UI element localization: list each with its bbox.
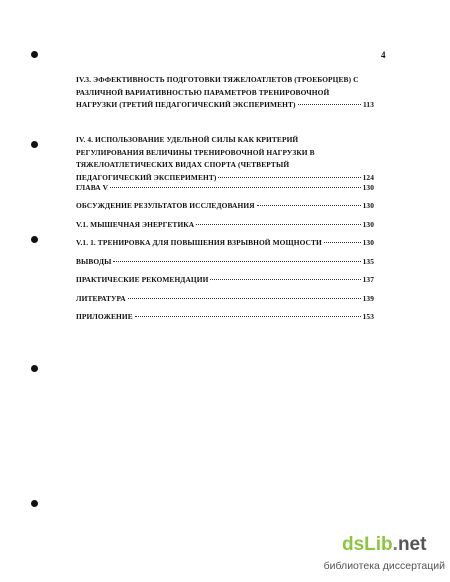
toc-page-number: 135 <box>362 257 374 266</box>
watermark-caption: библиотека диссертаций <box>323 560 445 572</box>
watermark-logo: dsLib.net <box>342 534 427 555</box>
toc-page-number: 139 <box>362 294 374 303</box>
toc-entry-last-line <box>76 182 374 195</box>
toc-entry-title: ОБСУЖДЕНИЕ РЕЗУЛЬТАТОВ ИССЛЕДОВАНИЯ <box>76 201 255 210</box>
toc-entry-last-line <box>76 274 374 287</box>
toc-entry-line: РАЗЛИЧНОЙ ВАРИАТИВНОСТЬЮ ПАРАМЕТРОВ ТРЕНИРОВОЧНОЙ <box>76 87 330 97</box>
toc-leader-dots <box>210 279 360 280</box>
toc-entry-title: ГЛАВА V <box>76 183 109 192</box>
binder-hole <box>31 500 38 507</box>
toc-page-number: 124 <box>362 172 374 182</box>
toc-entry <box>76 256 374 269</box>
toc-leader-dots <box>110 187 360 188</box>
toc-page-number: 130 <box>362 183 374 192</box>
toc-leader-dots <box>298 104 361 105</box>
toc-entry-title: V.1. МЫШЕЧНАЯ ЭНЕРГЕТИКА <box>76 220 195 229</box>
toc-entry-line: IV.3. ЭФФЕКТИВНОСТЬ ПОДГОТОВКИ ТЯЖЕЛОАТЛЕТОВ (ТРОЕБОРЦЕВ) С <box>76 75 359 84</box>
toc-leader-dots <box>324 242 361 243</box>
toc-leader-dots <box>196 224 360 225</box>
toc-entry <box>76 134 374 184</box>
toc-entry-title: ПРАКТИЧЕСКИЕ РЕКОМЕНДАЦИИ <box>76 275 209 284</box>
toc-entry-last-line <box>76 219 374 232</box>
toc-page-number: 130 <box>362 238 374 247</box>
toc-entry <box>76 74 374 112</box>
toc-entry <box>76 274 374 287</box>
toc-page-number: 130 <box>362 220 374 229</box>
toc-entry <box>76 311 374 324</box>
toc-leader-dots <box>135 316 361 317</box>
toc-entry <box>76 200 374 213</box>
binder-hole <box>31 51 38 58</box>
binder-hole <box>31 236 38 243</box>
toc-page-number: 113 <box>363 100 374 109</box>
toc-page-number: 130 <box>362 201 374 210</box>
toc-entry-last-line <box>76 256 374 269</box>
toc-entry-title: ПЕДАГОГИЧЕСКИЙ ЭКСПЕРИМЕНТ) <box>76 172 217 182</box>
toc-entry <box>76 219 374 232</box>
toc-page-number: 137 <box>362 275 374 284</box>
toc-entry <box>76 237 374 250</box>
toc-entry-last-line <box>76 200 374 213</box>
toc-entry-title: ПРИЛОЖЕНИЕ <box>76 312 133 321</box>
watermark <box>300 532 445 576</box>
toc-page-number: 153 <box>362 312 374 321</box>
toc-entry-title: V.1. 1. ТРЕНИРОВКА ДЛЯ ПОВЫШЕНИЯ ВЗРЫВНОЙ МОЩНОСТИ <box>76 238 322 247</box>
page-number: 4 <box>381 50 386 60</box>
toc-entry <box>76 293 374 306</box>
toc-entry-last-line <box>76 237 374 250</box>
toc-leader-dots <box>113 261 360 262</box>
toc-entry-title: ЛИТЕРАТУРА <box>76 294 126 303</box>
toc-entry-line: ТЯЖЕЛОАТЛЕТИЧЕСКИХ ВИДАХ СПОРТА (ЧЕТВЕРТЫЙ <box>76 160 290 169</box>
toc-entry-last-line <box>76 293 374 306</box>
toc-entry-title: ВЫВОДЫ <box>76 257 112 266</box>
toc-leader-dots <box>257 205 361 206</box>
toc-leader-dots <box>128 298 361 299</box>
toc-entry-line: IV. 4. ИСПОЛЬЗОВАНИЕ УДЕЛЬНОЙ СИЛЫ КАК КРИТЕРИЙ <box>76 135 299 144</box>
watermark-brand: dsLib <box>342 534 393 555</box>
binder-hole <box>31 365 38 372</box>
toc-leader-dots <box>218 177 360 178</box>
toc-entry-last-line <box>76 99 374 112</box>
toc-entry-last-line <box>76 311 374 324</box>
binder-hole <box>31 141 38 148</box>
watermark-tld: net <box>397 534 427 555</box>
toc-entry <box>76 182 374 195</box>
toc-entry-title: НАГРУЗКИ (ТРЕТИЙ ПЕДАГОГИЧЕСКИЙ ЭКСПЕРИМЕНТ) <box>76 100 296 109</box>
toc-entry-line: РЕГУЛИРОВАНИЯ ВЕЛИЧИНЫ ТРЕНИРОВОЧНОЙ НАГРУЗКИ В <box>76 147 315 157</box>
